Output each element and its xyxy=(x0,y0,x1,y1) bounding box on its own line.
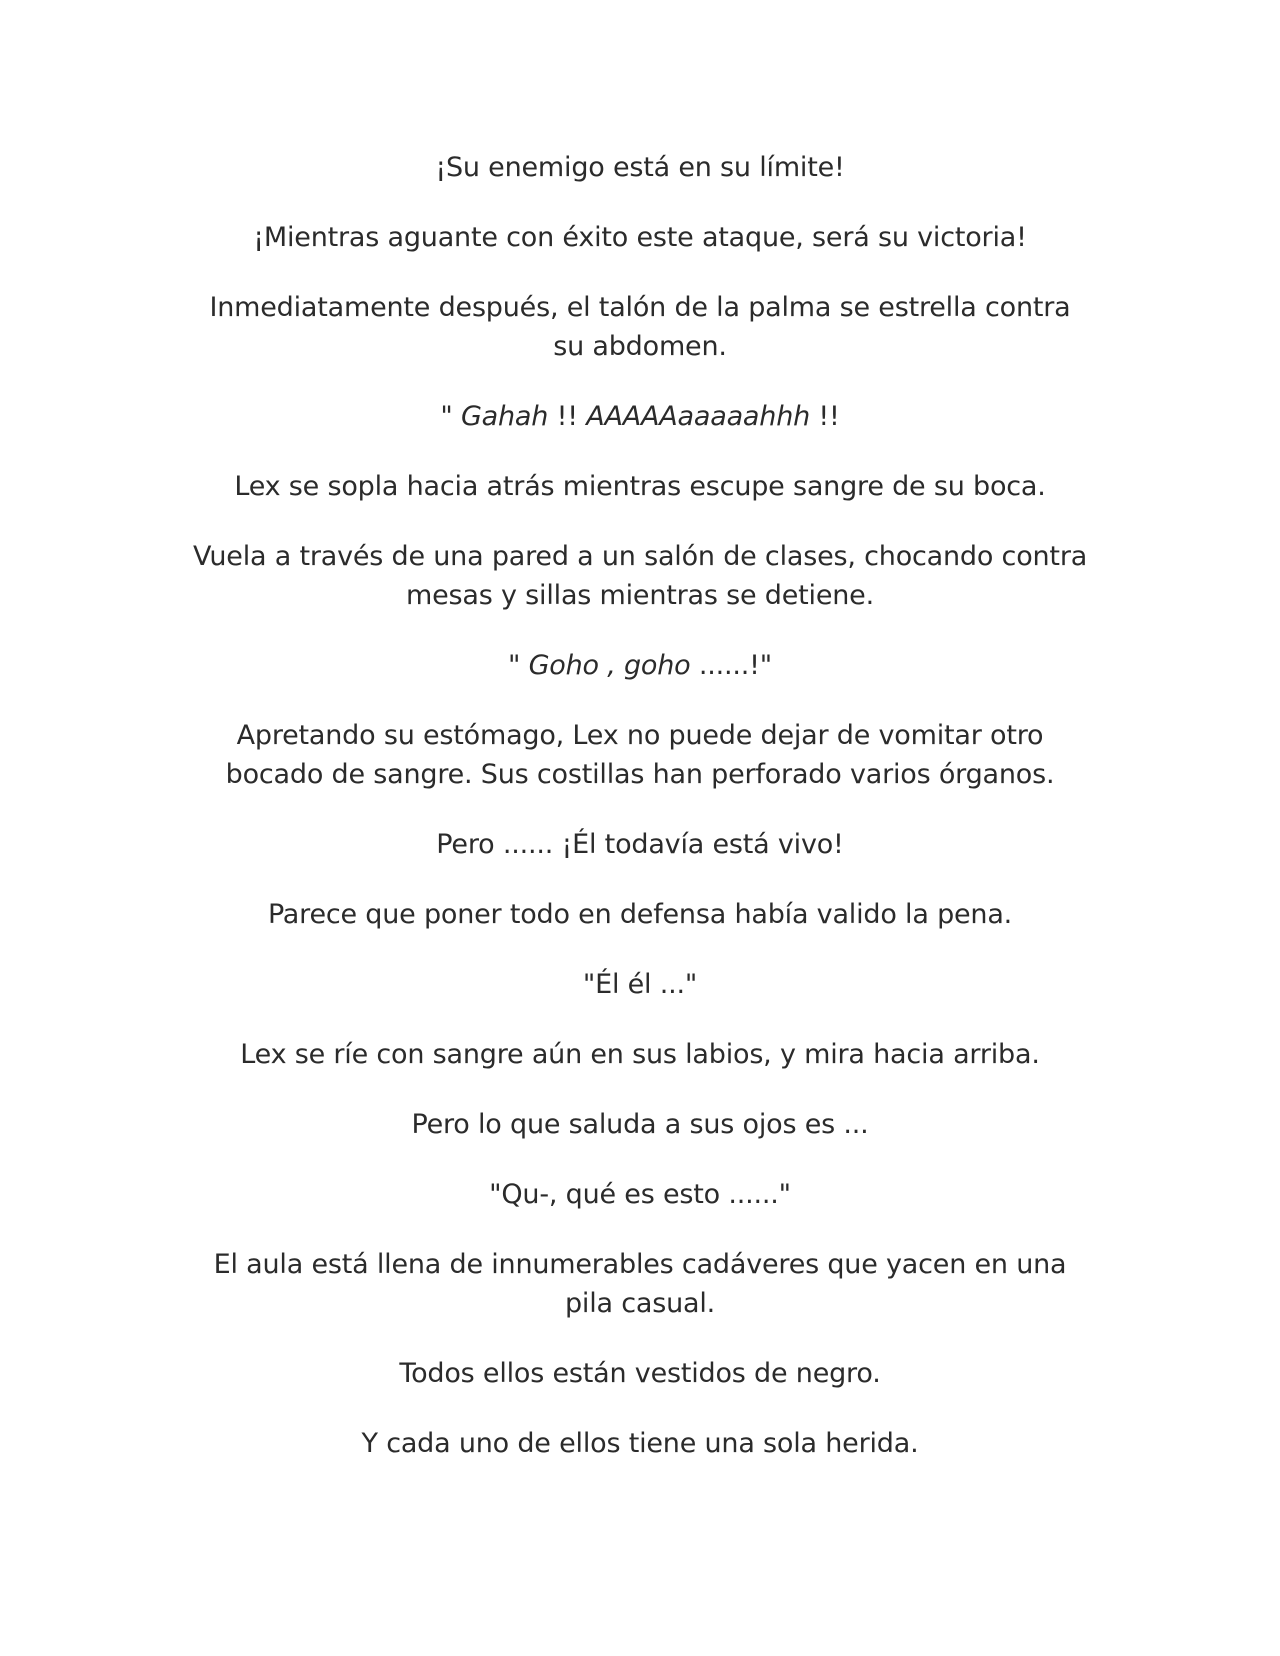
paragraph: Pero lo que saluda a sus ojos es ... xyxy=(411,1109,869,1140)
dialogue-italic: Goho , goho xyxy=(528,650,691,681)
paragraph: Parece que poner todo en defensa había valido la pena. xyxy=(267,899,1013,930)
document-body xyxy=(190,148,1090,1463)
paragraph: ¡Mientras aguante con éxito este ataque, será su victoria! xyxy=(253,222,1027,253)
dialogue-line: "Él él ..." xyxy=(582,969,698,1000)
paragraph: Todos ellos están vestidos de negro. xyxy=(399,1358,881,1389)
dialogue-line xyxy=(190,397,1090,436)
dialogue-text: !! xyxy=(548,401,587,432)
dialogue-italic: Gahah xyxy=(460,401,549,432)
quote-mark: " xyxy=(440,401,461,432)
dialogue-line xyxy=(190,646,1090,685)
paragraph: El aula está llena de innumerables cadáveres que yacen en una pila casual. xyxy=(213,1249,1067,1319)
paragraph: Pero ...... ¡Él todavía está vivo! xyxy=(436,829,844,860)
paragraph: Lex se sopla hacia atrás mientras escupe sangre de su boca. xyxy=(234,471,1046,502)
dialogue-text: ......!" xyxy=(690,650,773,681)
paragraph: Vuela a través de una pared a un salón de clases, chocando contra mesas y sillas mientras se detiene. xyxy=(192,541,1088,611)
dialogue-line: "Qu-, qué es esto ......" xyxy=(489,1179,791,1210)
paragraph: Lex se ríe con sangre aún en sus labios, y mira hacia arriba. xyxy=(240,1039,1040,1070)
paragraph: Y cada uno de ellos tiene una sola herida. xyxy=(361,1428,919,1459)
dialogue-text: !! xyxy=(810,401,840,432)
quote-mark: " xyxy=(507,650,529,681)
paragraph: Inmediatamente después, el talón de la palma se estrella contra su abdomen. xyxy=(209,292,1071,362)
paragraph: ¡Su enemigo está en su límite! xyxy=(435,152,845,183)
dialogue-italic: AAAAAaaaaahhh xyxy=(586,401,811,432)
paragraph: Apretando su estómago, Lex no puede dejar de vomitar otro bocado de sangre. Sus costillas han perforado varios órganos. xyxy=(225,720,1055,790)
